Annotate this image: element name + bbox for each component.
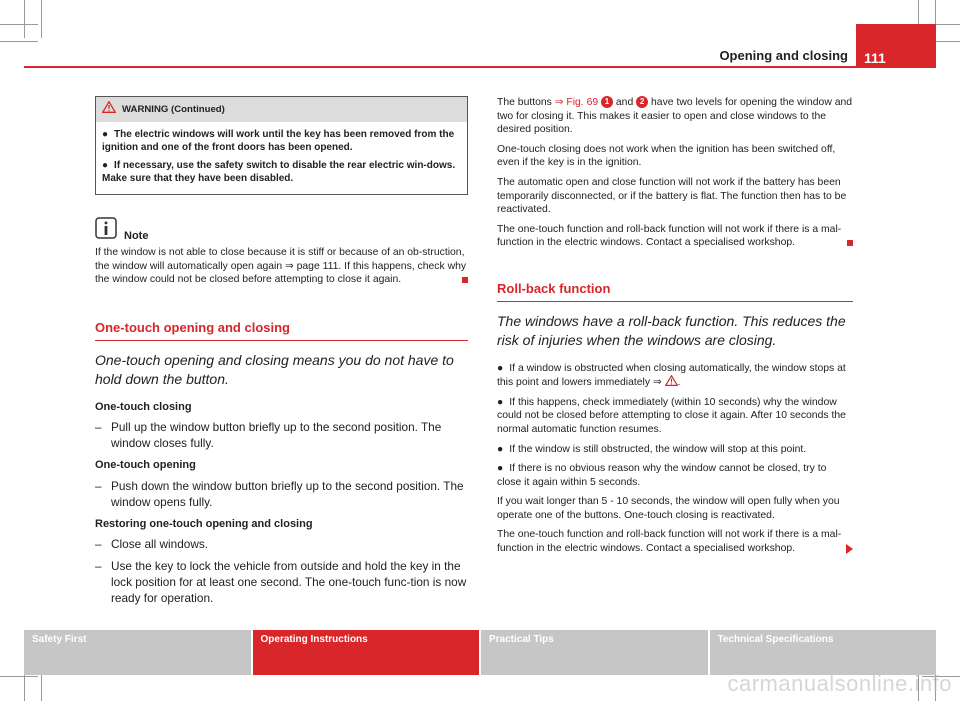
warning-header xyxy=(96,97,467,122)
list-item: ● If a window is obstructed when closing automatically, the window stops at this point and lowers immediately ⇒ . xyxy=(497,362,846,389)
list-item: ● If the window is still obstructed, the window will stop at this point. xyxy=(497,443,807,455)
tab-practical-tips[interactable]: Practical Tips xyxy=(481,630,708,675)
warning-title: WARNING (Continued) xyxy=(122,103,225,115)
continue-arrow-icon xyxy=(846,544,853,554)
list-item: ● If there is no obvious reason why the window cannot be closed, try to close it again within 5 seconds. xyxy=(497,463,827,488)
buttons-paragraph: The buttons ⇒ Fig. 69 1 and 2 have two levels for opening the window and two for closing it. This makes it easier to open and close windows to the desired position. xyxy=(497,97,853,136)
paragraph: The automatic open and close function will not work if the battery has been temporarily disconnected, or if the battery is flat. The function then has to be reactivated. xyxy=(497,176,847,216)
note-icon xyxy=(95,217,117,244)
crop-mark xyxy=(41,0,42,38)
warning-item: ● The electric windows will work until the key has been removed from the ignition and one of the front doors has been opened. xyxy=(102,128,455,153)
subhead-one-touch-opening: One-touch opening xyxy=(95,459,196,472)
warning-triangle-icon xyxy=(102,101,116,118)
step-item: – Push down the window button briefly up to the second position. The window opens fully. xyxy=(95,478,464,509)
note-text: If the window is not able to close because it is stiff or because of an ob-struction, the window will automatically open again ⇒ page 111. If this happens, check why the window could not be closed before attempting to close it again. xyxy=(95,247,467,286)
section-end-mark xyxy=(462,277,468,283)
tab-operating-instructions[interactable]: Operating Instructions xyxy=(253,630,480,675)
section-lead-one-touch: One-touch opening and closing means you do not have to hold down the button. xyxy=(95,351,454,387)
crop-mark xyxy=(0,41,38,42)
callout-number: 1 xyxy=(601,96,613,108)
left-column xyxy=(95,96,468,612)
step-item: – Pull up the window button briefly up to the second position. The window closes fully. xyxy=(95,420,442,451)
section-title-one-touch: One-touch opening and closing xyxy=(95,321,468,341)
warning-body xyxy=(96,122,467,194)
subhead-restoring: Restoring one-touch opening and closing xyxy=(95,517,313,530)
section-lead-roll-back: The windows have a roll-back function. This reduces the risk of injuries when the windows are closing. xyxy=(497,312,846,348)
subhead-one-touch-closing: One-touch closing xyxy=(95,400,192,413)
tab-safety-first[interactable]: Safety First xyxy=(24,630,251,675)
paragraph: If you wait longer than 5 - 10 seconds, the window will open fully when you operate one of the buttons. One-touch closing is reactivated. xyxy=(497,496,840,521)
section-title-roll-back: Roll-back function xyxy=(497,282,853,302)
crop-mark xyxy=(24,0,25,38)
figure-link[interactable]: ⇒ Fig. 69 xyxy=(554,97,599,108)
crop-mark xyxy=(0,24,38,25)
warning-box xyxy=(95,96,468,195)
running-header: Opening and closing xyxy=(719,48,848,63)
note-header xyxy=(95,217,468,244)
step-item: – Use the key to lock the vehicle from outside and hold the key in the lock position for at least one second. The one-touch func-tion is now ready for operation. xyxy=(95,559,467,606)
page-number: 111 xyxy=(856,24,936,68)
paragraph: The one-touch function and roll-back function will not work if there is a mal-function in the electric windows. Contact a specialised workshop. xyxy=(497,223,853,250)
paragraph: The one-touch function and roll-back function will not work if there is a mal-function in the electric windows. Contact a specialised workshop. xyxy=(497,528,853,555)
step-item: – Close all windows. xyxy=(95,537,209,552)
footer-tabs xyxy=(24,630,936,675)
tab-technical-specifications[interactable]: Technical Specifications xyxy=(710,630,937,675)
section-end-mark xyxy=(847,240,853,246)
right-column xyxy=(497,96,853,562)
paragraph: One-touch closing does not work when the ignition has been switched off, even if the key is in the ignition. xyxy=(497,143,836,169)
callout-number: 2 xyxy=(636,96,648,108)
watermark: carmanualsonline.info xyxy=(727,671,952,696)
crop-mark xyxy=(0,676,38,677)
warning-triangle-icon[interactable] xyxy=(665,377,678,388)
header-rule xyxy=(24,66,936,68)
warning-item: ● If necessary, use the safety switch to disable the rear electric win-dows. Make sure that they have been disabled. xyxy=(102,159,456,184)
note-title: Note xyxy=(124,229,149,242)
list-item: ● If this happens, check immediately (within 10 seconds) why the window could not be closed before attempting to close it again. After 10 seconds the normal automatic function resumes. xyxy=(497,396,846,435)
